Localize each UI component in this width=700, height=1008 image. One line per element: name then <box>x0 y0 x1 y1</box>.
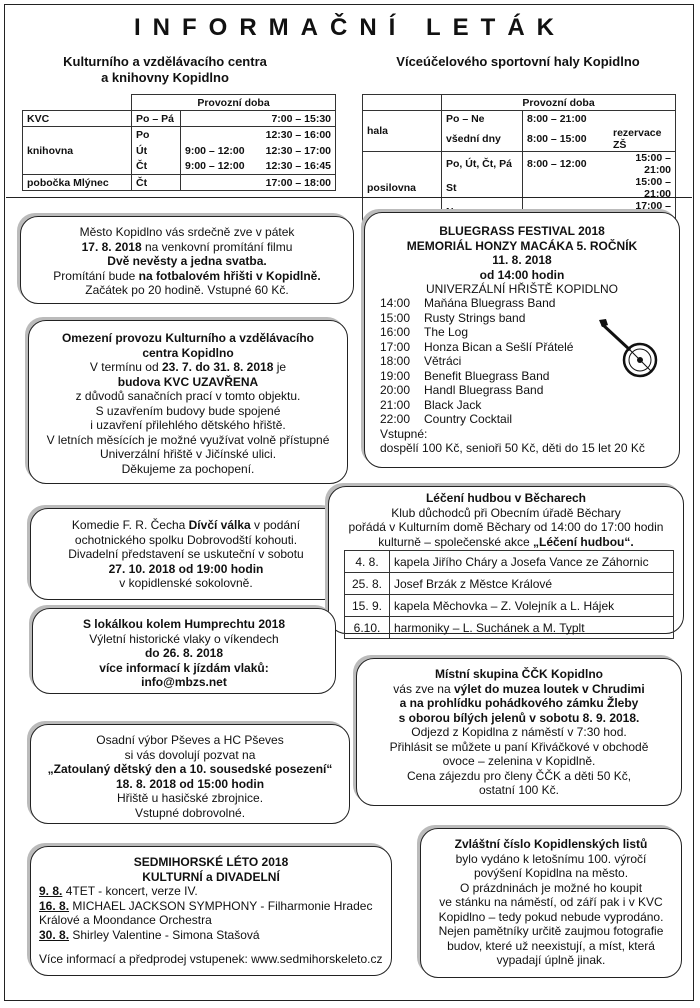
table-cell: 9:00 – 12:00 <box>181 159 260 175</box>
table-cell: Po, Út, Čt, Pá <box>442 151 523 176</box>
table-cell: KVC <box>23 111 132 127</box>
table-cell: 9:00 – 12:00 <box>185 144 245 157</box>
list-item: 9. 8. 4TET - koncert, verze IV. <box>39 884 198 898</box>
list-item: 14:00 Maňána Bluegrass Band <box>380 296 556 310</box>
red-cross-trip-notice: Místní skupina ČČK Kopidlno vás zve na výlet do muzea loutek v Chrudimi a na prohlídku pohádkového zámku Žleby s oborou bílých jelenů v sobotu 8. 9. 2018. Odjezd z Kopidlna z náměstí v 7:30 hod. Přihlásit se můžete u paní Křiváčkové v obchodě ovoce – zelenina v Kopidlně. Cena zájezdu pro členy ČČK a děti 50 Kč, ostatní 100 Kč. <box>356 658 682 806</box>
table-row: 6.10. harmoniky – L. Suchánek a M. Typlt <box>345 617 674 639</box>
table-heading: Provozní doba <box>442 95 676 111</box>
neighbours-party-notice: Osadní výbor Pševes a HC Pševes si vás dovolují pozvat na „Zatoulaný dětský den a 10. sousedské posezení“ 18. 8. 2018 od 15:00 hodin Hřiště u hasičské zbrojnice. Vstupné dobrovolné. <box>30 724 350 824</box>
table-cell: 12:30 – 16:00 <box>259 127 336 143</box>
list-item: 21:00 Black Jack <box>380 397 482 412</box>
table-cell: St <box>442 176 523 200</box>
right-header: Víceúčelového sportovní haly Kopidlno <box>396 54 640 69</box>
table-cell: 7:00 – 15:30 <box>259 111 336 127</box>
music-therapy-notice: Léčení hudbou v Běcharech Klub důchodců při Obecním úřadě Běchary pořádá v Kulturním domě Běchary od 14:00 do 17:00 hodin kulturně – společenské akce „Léčení hudbou“. <box>328 486 684 634</box>
festival-heading: BLUEGRASS FESTIVAL 2018 MEMORIÁL HONZY MACÁKA 5. ROČNÍK 11. 8. 2018 od 14:00 hodin UNIVERZÁLNÍ HŘIŠTĚ KOPIDLNO <box>406 224 638 296</box>
table-heading: Provozní doba <box>132 95 336 111</box>
table-cell: 8:00 – 21:00 <box>523 111 610 127</box>
list-item: 15:00 Rusty Strings band <box>380 310 526 325</box>
table-cell: 17:00 – 18:00 <box>259 175 336 191</box>
list-item: 16. 8. MICHAEL JACKSON SYMPHONY - Filharmonie Hradec Králové a Moondance Orchestra <box>39 898 373 927</box>
list-item: 22:00 Country Cocktail <box>380 412 513 426</box>
table-cell: Po – Pá <box>132 111 181 127</box>
table-cell <box>181 111 260 127</box>
table-row: 4. 8. kapela Jiřího Cháry a Josefa Vance ze Záhornic <box>345 551 674 573</box>
table-cell: 12:30 – 17:00 <box>259 143 336 159</box>
page-title: INFORMAČNÍ LETÁK <box>134 14 566 41</box>
table-cell <box>181 175 260 191</box>
table-row: 25. 8. Josef Brzák z Městce Králové <box>345 573 674 595</box>
table-cell: 15:00 – 21:00 <box>609 151 676 176</box>
table-cell: knihovna <box>23 127 132 175</box>
table-cell <box>181 127 260 143</box>
table-cell: Út <box>132 143 181 159</box>
table-cell: Po <box>132 127 181 143</box>
table-cell: Čt <box>132 175 181 191</box>
table-cell: posilovna <box>363 151 442 224</box>
special-issue-notice: Zvláštní číslo Kopidlenských listů bylo vydáno k letošnímu 100. výročí povýšení Kopidlna na město. O prázdninách je možné ho koupit ve stánku na náměstí, od září pak i v KVC Kopidlno – tedy pokud nebude vyprodáno. Nejen pamětníky určitě zaujmou fotografie budov, které už neexistují, a míst, která vypadají úplně jinak. <box>420 828 682 978</box>
cinema-notice: Město Kopidlno vás srdečně zve v pátek 17. 8. 2018 na venkovní promítání filmu Dvě nevěsty a jedna svatba. Promítání bude na fotbalovém hřišti v Kopidlně. Začátek po 20 hodině. Vstupné 60 Kč. <box>20 216 354 304</box>
festival-program: 14:00 Maňána Bluegrass Band 15:00 Rusty Strings band 16:00 The Log 17:00 Honza Bican a Sešlí Přátelé 18:00 Větráci 19:00 Benefit Bluegrass Band 20:00 Handl Bluegrass Band 21:00 Black Jack 22:00 Country Cocktail Vstupné: dospělí 100 Kč, senioři 50 Kč, děti do 15 let 20 Kč <box>380 296 660 456</box>
table-cell: 8:00 – 15:00 <box>523 127 610 152</box>
table-cell: 17:00 – <box>609 200 676 225</box>
list-item: 30. 8. Shirley Valentine - Simona Stašová <box>39 927 260 942</box>
historic-trains-notice: S lokálkou kolem Humprechtu 2018 Výletní historické vlaky o víkendech do 26. 8. 2018 více informací k jízdám vlaků: info@mbzs.net <box>32 608 336 694</box>
banjo-icon <box>596 316 662 382</box>
table-cell: 8:00 – 12:00 <box>523 151 610 176</box>
table-cell: Po – Ne <box>442 111 523 127</box>
left-header: Kulturního a vzdělávacího centra a knihovny Kopidlno <box>63 54 267 85</box>
table-cell: rezervace ZŠ <box>609 127 676 152</box>
kvc-hours-table <box>22 94 336 191</box>
hall-hours-table <box>362 94 676 225</box>
list-item: 17:00 Honza Bican a Sešlí Přátelé <box>380 339 574 354</box>
list-item: 20:00 Handl Bluegrass Band <box>380 383 544 397</box>
table-row: 15. 9. kapela Měchovka – Z. Volejník a L. Hájek <box>345 595 674 617</box>
theatre-notice: Komedie F. R. Čecha Dívčí válka v podání ochotnického spolku Dobrovodští kohouti. Divadelní představení se uskuteční v sobotu 27. 10. 2018 od 19:00 hodin v kopidlenské sokolovně. <box>30 508 342 600</box>
list-item: 16:00 The Log <box>380 325 469 339</box>
summer-festival-notice: SEDMIHORSKÉ LÉTO 2018 KULTURNÍ a DIVADELNÍ 9. 8. 4TET - koncert, verze IV. 16. 8. MICHAEL JACKSON SYMPHONY - Filharmonie Hradec Králové a Moondance Orchestra 30. 8. Shirley Valentine - Simona Stašová Více informací a předprodej vstupenek: www.sedmihorskeleto.cz <box>30 846 392 976</box>
list-item: 18:00 Větráci <box>380 354 462 368</box>
table-cell: hala <box>363 111 442 152</box>
music-therapy-table <box>344 550 674 639</box>
table-cell: 15:00 – 21:00 <box>609 176 676 200</box>
table-cell: pobočka Mlýnec <box>23 175 132 191</box>
table-cell: 12:30 – 16:45 <box>259 159 336 175</box>
table-cell: všední dny <box>442 127 523 152</box>
header-divider <box>6 197 692 198</box>
table-cell: Čt <box>132 159 181 175</box>
list-item: 19:00 Benefit Bluegrass Band <box>380 368 550 383</box>
closure-notice: Omezení provozu Kulturního a vzdělávacího centra Kopidlno V termínu od 23. 7. do 31. 8. 2018 je budova KVC UZAVŘENA z důvodů sanačních prací v tomto objektu. S uzavřením budovy bude spojené i uzavření přilehlého dětského hřiště. V letních měsících je možné využívat volně přístupné Univerzální hřiště v Jičínské ulici. Děkujeme za pochopení. <box>28 320 348 484</box>
